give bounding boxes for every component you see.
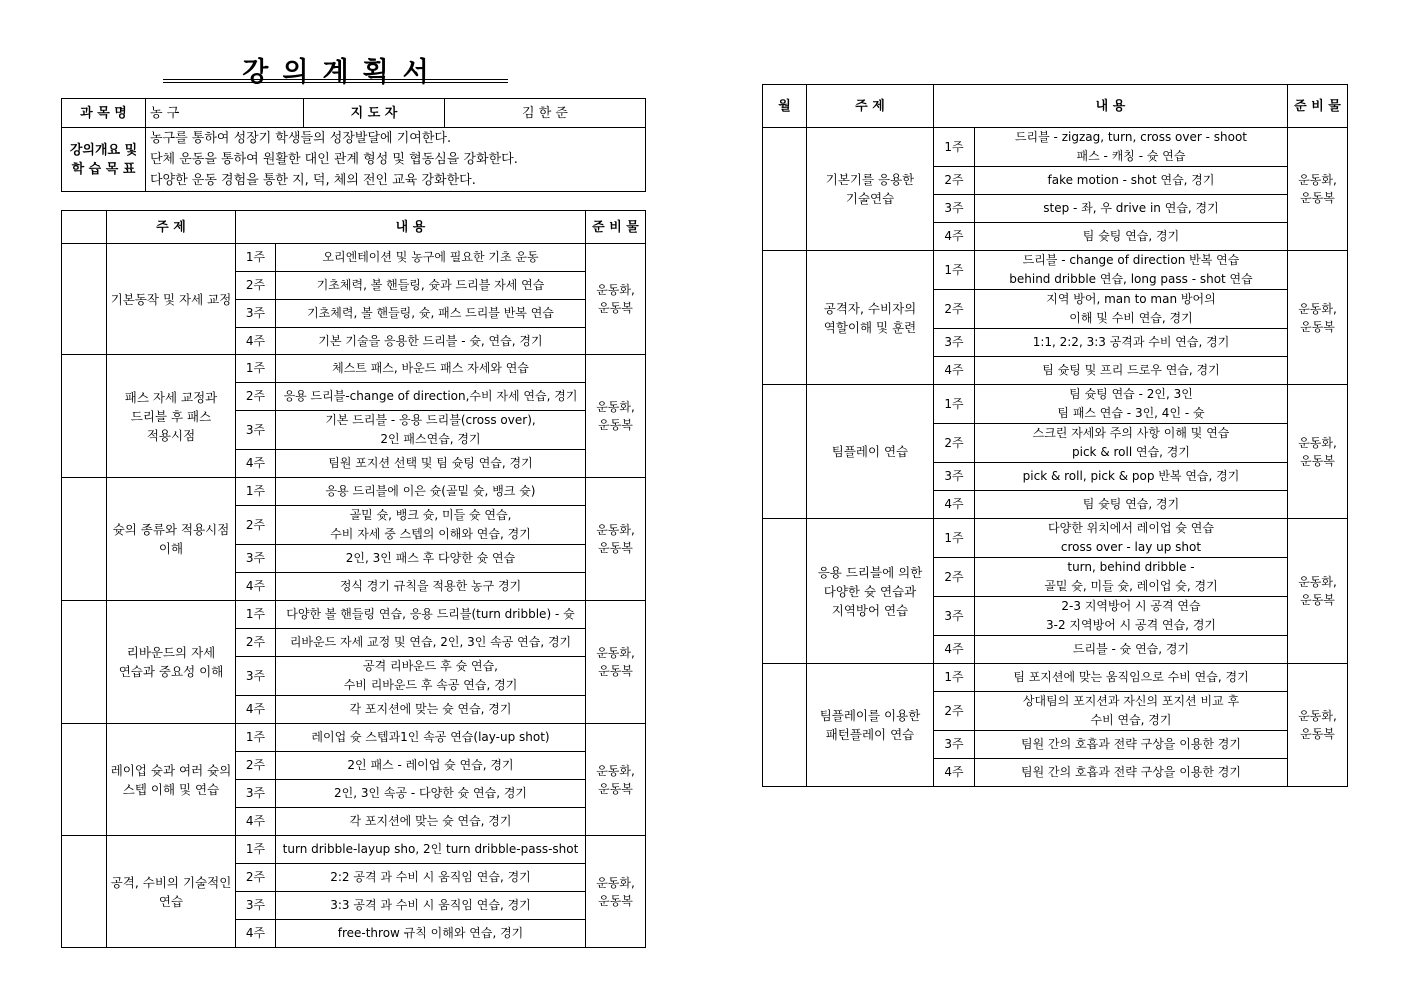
header-topic: 주 제: [807, 85, 934, 128]
text-line: 이해: [158, 541, 184, 556]
text-line: 패스 - 캐칭 - 슛 연습: [1076, 149, 1186, 163]
content-cell: [276, 780, 586, 808]
week-cell: 1주: [934, 128, 975, 167]
schedule-row: [763, 251, 1348, 290]
week-cell: 1주: [934, 519, 975, 558]
schedule-table-left: [61, 210, 646, 948]
text-line: 다양한 슛 연습과: [823, 583, 917, 599]
schedule-row: [763, 519, 1348, 558]
text-line: 기본 드리블 - 응용 드리블(cross over),: [325, 413, 536, 427]
month-cell: [763, 385, 807, 519]
text-line: 각 포지션에 맞는 슛 연습, 경기: [349, 702, 512, 716]
text-line: 운동복: [598, 418, 633, 432]
week-cell: 1주: [934, 385, 975, 424]
week-cell: 2주: [934, 290, 975, 329]
text-line: 스텝 이해 및 연습: [122, 781, 220, 797]
content-cell: [975, 463, 1288, 491]
content-cell: [975, 558, 1288, 597]
content-cell: [975, 731, 1288, 759]
content-cell: [276, 272, 586, 300]
month-cell: [763, 519, 807, 664]
content-cell: [276, 836, 586, 864]
content-cell: [276, 355, 586, 383]
text-line: 팀 슛팅 및 프리 드로우 연습, 경기: [1042, 363, 1220, 377]
text-line: 드리블 - change of direction 반복 연습: [1022, 253, 1240, 267]
text-line: 수비 연습, 경기: [1090, 713, 1172, 727]
goal-label-line: 강의개요 및: [69, 142, 138, 158]
content-cell: [975, 491, 1288, 519]
text-line: 운동화,: [1298, 301, 1337, 316]
text-line: 기본기를 응용한: [825, 172, 915, 187]
text-line: 2인, 3인 패스 후 다양한 슛 연습: [345, 551, 516, 565]
text-line: 드리블 후 패스: [130, 408, 212, 424]
week-cell: 4주: [934, 357, 975, 385]
week-cell: 3주: [236, 300, 276, 328]
text-line: 드리블 - 슛 연습, 경기: [1072, 642, 1190, 656]
text-line: 연습과 중요성 이해: [118, 664, 224, 679]
text-line: 운동복: [1300, 593, 1335, 607]
prep-cell: [586, 836, 646, 948]
text-line: 오리엔테이션 및 농구에 필요한 기초 운동: [322, 250, 539, 264]
week-cell: 1주: [236, 355, 276, 383]
topic-cell: [807, 664, 934, 787]
instructor-label: 지 도 자: [304, 99, 445, 128]
week-cell: 2주: [236, 506, 276, 545]
content-cell: [975, 329, 1288, 357]
text-line: 응용 드리블에 의한: [817, 564, 923, 580]
text-line: 적용시점: [146, 427, 196, 443]
instructor-value: 김 한 준: [445, 99, 646, 128]
week-cell: 4주: [934, 223, 975, 251]
text-line: 운동복: [598, 893, 633, 908]
prep-cell: [586, 724, 646, 836]
text-line: 3-2 지역방어 시 공격 연습, 경기: [1046, 618, 1216, 632]
text-line: 1:1, 2:2, 3:3 공격과 수비 연습, 경기: [1032, 335, 1230, 349]
month-cell: [62, 724, 107, 836]
text-line: free-throw 규칙 이해와 연습, 경기: [337, 926, 524, 940]
prep-cell: [586, 601, 646, 724]
week-cell: 4주: [236, 450, 276, 478]
content-cell: [975, 692, 1288, 731]
topic-cell: [107, 478, 236, 601]
text-line: 리바운드 자세 교정 및 연습, 2인, 3인 속공 연습, 경기: [289, 635, 572, 649]
week-cell: 3주: [236, 780, 276, 808]
text-line: 운동복: [1300, 453, 1335, 468]
text-line: 패턴플레이 연습: [825, 727, 915, 742]
text-line: 운동화,: [1298, 173, 1337, 187]
week-cell: 2주: [236, 864, 276, 892]
content-cell: [276, 864, 586, 892]
content-cell: [276, 545, 586, 573]
text-line: 레이업 슛과 여러 슛의: [110, 762, 232, 778]
month-cell: [763, 251, 807, 385]
prep-cell: [586, 244, 646, 355]
month-cell: [62, 355, 107, 478]
schedule-row: [62, 244, 646, 272]
content-cell: [276, 328, 586, 355]
text-line: 기술연습: [845, 191, 895, 206]
week-cell: 3주: [934, 731, 975, 759]
text-line: 슛의 종류와 적용시점: [112, 522, 230, 537]
content-cell: [975, 290, 1288, 329]
topic-cell: [107, 355, 236, 478]
content-cell: [975, 223, 1288, 251]
schedule-table-right: [762, 84, 1348, 787]
topic-cell: [107, 244, 236, 355]
text-line: 수비 자세 중 스텝의 이해와 연습, 경기: [330, 527, 531, 541]
text-line: 연습: [158, 893, 184, 909]
text-line: 운동화,: [596, 646, 635, 660]
week-cell: 1주: [236, 478, 276, 506]
content-cell: [276, 478, 586, 506]
content-cell: [975, 519, 1288, 558]
topic-cell: [107, 601, 236, 724]
goal-line: 다양한 운동 경험을 통한 지, 덕, 체의 전인 교육 강화한다.: [150, 173, 476, 188]
week-cell: 2주: [236, 629, 276, 657]
text-line: behind dribble 연습, long pass - shot 연습: [1009, 272, 1253, 286]
month-cell: [763, 664, 807, 787]
week-cell: 3주: [236, 545, 276, 573]
content-cell: [276, 752, 586, 780]
text-line: 팀플레이 연습: [831, 444, 909, 459]
prep-cell: [586, 478, 646, 601]
content-cell: [975, 636, 1288, 664]
week-cell: 4주: [934, 491, 975, 519]
text-line: 체스트 패스, 바운드 패스 자세와 연습: [332, 361, 529, 375]
text-line: 수비 리바운드 후 속공 연습, 경기: [343, 678, 518, 692]
text-line: 운동복: [598, 781, 633, 796]
topic-cell: [807, 128, 934, 251]
prep-cell: [1288, 251, 1348, 385]
text-line: 운동화,: [1298, 435, 1337, 450]
text-line: 각 포지션에 맞는 슛 연습, 경기: [349, 814, 512, 828]
week-cell: 4주: [934, 759, 975, 787]
schedule-row: [62, 478, 646, 506]
content-cell: [276, 506, 586, 545]
month-cell: [763, 128, 807, 251]
header-prep: 준 비 물: [1288, 85, 1348, 128]
header-content: 내 용: [236, 211, 586, 244]
title-underline: [163, 79, 508, 80]
text-line: 팀원 간의 호흡과 전략 구상을 이용한 경기: [1021, 765, 1241, 779]
week-cell: 4주: [236, 808, 276, 836]
prep-cell: [1288, 128, 1348, 251]
week-cell: 2주: [236, 383, 276, 411]
content-cell: [276, 300, 586, 328]
goal-line: 단체 운동을 통하여 원활한 대인 관계 형성 및 협동심을 강화한다.: [150, 152, 518, 167]
content-cell: [276, 601, 586, 629]
text-line: 팀플레이를 이용한: [819, 708, 921, 723]
text-line: 2인 패스 - 레이업 슛 연습, 경기: [347, 758, 514, 772]
text-line: 기본동작 및 자세 교정: [110, 291, 232, 307]
prep-cell: [1288, 519, 1348, 664]
text-line: 팀 슛팅 연습, 경기: [1082, 497, 1180, 511]
topic-cell: [107, 724, 236, 836]
text-line: 응용 드리블-change of direction,수비 자세 연습, 경기: [283, 389, 578, 403]
subject-value: 농 구: [146, 99, 304, 128]
text-line: 드리블 - zigzag, turn, cross over - shoot: [1014, 130, 1248, 144]
content-cell: [276, 629, 586, 657]
text-line: 패스 자세 교정과: [124, 389, 218, 405]
text-line: 역할이해 및 훈련: [823, 319, 917, 335]
prep-cell: [586, 355, 646, 478]
header-content: 내 용: [934, 85, 1288, 128]
header-month: 월: [763, 85, 807, 128]
text-line: 운동복: [598, 301, 633, 315]
schedule-row: [62, 724, 646, 752]
content-cell: [276, 573, 586, 601]
text-line: 운동화,: [1298, 709, 1337, 723]
text-line: 운동복: [1300, 727, 1335, 741]
text-line: 운동복: [598, 664, 633, 678]
text-line: 3:3 공격 과 수비 시 움직임 연습, 경기: [330, 898, 531, 912]
text-line: 상대팀의 포지션과 자신의 포지션 비교 후: [1022, 694, 1240, 708]
text-line: 다양한 볼 핸들링 연습, 응용 드리블(turn dribble) - 슛: [286, 607, 575, 621]
text-line: 기초체력, 볼 핸들링, 슛과 드리블 자세 연습: [316, 278, 545, 292]
text-line: 2:2 공격 과 수비 시 움직임 연습, 경기: [330, 870, 531, 884]
text-line: 팀원 포지션 선택 및 팀 슛팅 연습, 경기: [328, 456, 533, 470]
text-line: 운동화,: [1298, 575, 1337, 589]
schedule-row: [62, 355, 646, 383]
week-cell: 1주: [934, 251, 975, 290]
text-line: 2인, 3인 속공 - 다양한 슛 연습, 경기: [333, 786, 528, 800]
week-cell: 3주: [934, 597, 975, 636]
text-line: 운동화,: [596, 523, 635, 537]
week-cell: 4주: [934, 636, 975, 664]
text-line: 팀 패스 연습 - 3인, 4인 - 슛: [1057, 406, 1205, 420]
schedule-row: [62, 601, 646, 629]
goal-label-line: 학 습 목 표: [71, 161, 136, 177]
text-line: turn dribble-layup sho, 2인 turn dribble-pass-shot: [282, 842, 579, 856]
text-line: 골밑 슛, 미들 슛, 레이업 슛, 경기: [1044, 579, 1218, 593]
week-cell: 2주: [934, 167, 975, 195]
week-cell: 3주: [236, 657, 276, 696]
text-line: 정식 경기 규칙을 적용한 농구 경기: [339, 579, 522, 593]
content-cell: [276, 724, 586, 752]
text-line: 다양한 위치에서 레이업 슛 연습: [1048, 521, 1214, 535]
subject-label: 과 목 명: [62, 99, 146, 128]
text-line: 운동화,: [596, 400, 635, 414]
text-line: 지역 방어, man to man 방어의: [1046, 292, 1216, 306]
text-line: 기초체력, 볼 핸들링, 슛, 패스 드리블 반복 연습: [307, 306, 554, 320]
text-line: 지역방어 연습: [831, 602, 909, 618]
week-cell: 1주: [236, 836, 276, 864]
text-line: 레이업 슛 스텝과1인 속공 연습(lay-up shot): [311, 730, 550, 744]
content-cell: [975, 128, 1288, 167]
course-info-table: [61, 98, 646, 192]
text-line: 운동복: [598, 541, 633, 555]
header-topic: 주 제: [107, 211, 236, 244]
content-cell: [975, 251, 1288, 290]
week-cell: 4주: [236, 920, 276, 948]
text-line: 팀 슛팅 연습 - 2인, 3인: [1069, 387, 1193, 401]
week-cell: 2주: [934, 558, 975, 597]
month-cell: [62, 244, 107, 355]
schedule-row: [763, 128, 1348, 167]
schedule-row: [763, 664, 1348, 692]
text-line: turn, behind dribble -: [1067, 560, 1195, 574]
text-line: 2인 패스연습, 경기: [380, 432, 481, 446]
content-cell: [975, 424, 1288, 463]
week-cell: 4주: [236, 696, 276, 724]
text-line: 리바운드의 자세: [126, 645, 216, 660]
text-line: 기본 기술을 응용한 드리블 - 슛, 연습, 경기: [318, 333, 543, 348]
text-line: 운동화,: [596, 763, 635, 778]
prep-cell: [1288, 664, 1348, 787]
text-line: 팀 포지션에 맞는 움직임으로 수비 연습, 경기: [1013, 670, 1249, 684]
page-title: 강의계획서: [242, 57, 443, 88]
week-cell: 4주: [236, 328, 276, 355]
week-cell: 3주: [934, 329, 975, 357]
week-cell: 3주: [236, 411, 276, 450]
month-cell: [62, 836, 107, 948]
text-line: 스크린 자세와 주의 사항 이해 및 연습: [1032, 426, 1230, 440]
content-cell: [276, 657, 586, 696]
content-cell: [276, 920, 586, 948]
topic-cell: [107, 836, 236, 948]
text-line: 팀 슛팅 연습, 경기: [1082, 229, 1180, 243]
content-cell: [276, 411, 586, 450]
text-line: pick & roll 연습, 경기: [1072, 445, 1190, 459]
schedule-row: [62, 836, 646, 864]
text-line: 운동화,: [596, 875, 635, 890]
month-cell: [62, 601, 107, 724]
content-cell: [276, 892, 586, 920]
text-line: fake motion - shot 연습, 경기: [1047, 173, 1215, 187]
topic-cell: [807, 519, 934, 664]
content-cell: [975, 357, 1288, 385]
text-line: 응용 드리블에 이은 슛(골밑 슛, 뱅크 슛): [325, 484, 536, 498]
week-cell: 2주: [934, 692, 975, 731]
week-cell: 1주: [236, 724, 276, 752]
text-line: pick & roll, pick & pop 반복 연습, 경기: [1022, 469, 1240, 483]
goal-line: 농구를 통하여 성장기 학생들의 성장발달에 기여한다.: [150, 131, 452, 146]
text-line: 공격 리바운드 후 슛 연습,: [363, 659, 498, 673]
topic-cell: [807, 251, 934, 385]
content-cell: [975, 195, 1288, 223]
content-cell: [975, 664, 1288, 692]
week-cell: 2주: [236, 272, 276, 300]
week-cell: 1주: [236, 244, 276, 272]
text-line: 골밑 슛, 뱅크 슛, 미들 슛 연습,: [349, 508, 512, 522]
text-line: 2-3 지역방어 시 공격 연습: [1061, 599, 1201, 613]
content-cell: [276, 244, 586, 272]
text-line: 팀원 간의 호흡과 전략 구상을 이용한 경기: [1021, 737, 1241, 751]
text-line: cross over - lay up shot: [1060, 540, 1202, 554]
week-cell: 3주: [934, 195, 975, 223]
content-cell: [975, 167, 1288, 195]
week-cell: 2주: [934, 424, 975, 463]
content-cell: [276, 696, 586, 724]
title-underline-double: [163, 82, 508, 83]
prep-cell: [1288, 385, 1348, 519]
content-cell: [975, 597, 1288, 636]
goal-text: [146, 128, 646, 192]
content-cell: [975, 385, 1288, 424]
content-cell: [276, 450, 586, 478]
text-line: 공격자, 수비자의: [823, 300, 917, 316]
content-cell: [276, 383, 586, 411]
week-cell: 1주: [934, 664, 975, 692]
text-line: step - 좌, 우 drive in 연습, 경기: [1043, 201, 1219, 215]
week-cell: 4주: [236, 573, 276, 601]
month-cell: [62, 478, 107, 601]
text-line: 이해 및 수비 연습, 경기: [1069, 311, 1193, 325]
week-cell: 2주: [236, 752, 276, 780]
text-line: 운동복: [1300, 319, 1335, 334]
text-line: 운동복: [1300, 191, 1335, 205]
goal-label: [62, 128, 146, 192]
content-cell: [975, 759, 1288, 787]
topic-cell: [807, 385, 934, 519]
text-line: 공격, 수비의 기술적인: [110, 874, 232, 890]
week-cell: 1주: [236, 601, 276, 629]
header-month: [62, 211, 107, 244]
schedule-row: [763, 385, 1348, 424]
week-cell: 3주: [934, 463, 975, 491]
header-prep: 준 비 물: [586, 211, 646, 244]
week-cell: 3주: [236, 892, 276, 920]
text-line: 운동화,: [596, 283, 635, 297]
content-cell: [276, 808, 586, 836]
